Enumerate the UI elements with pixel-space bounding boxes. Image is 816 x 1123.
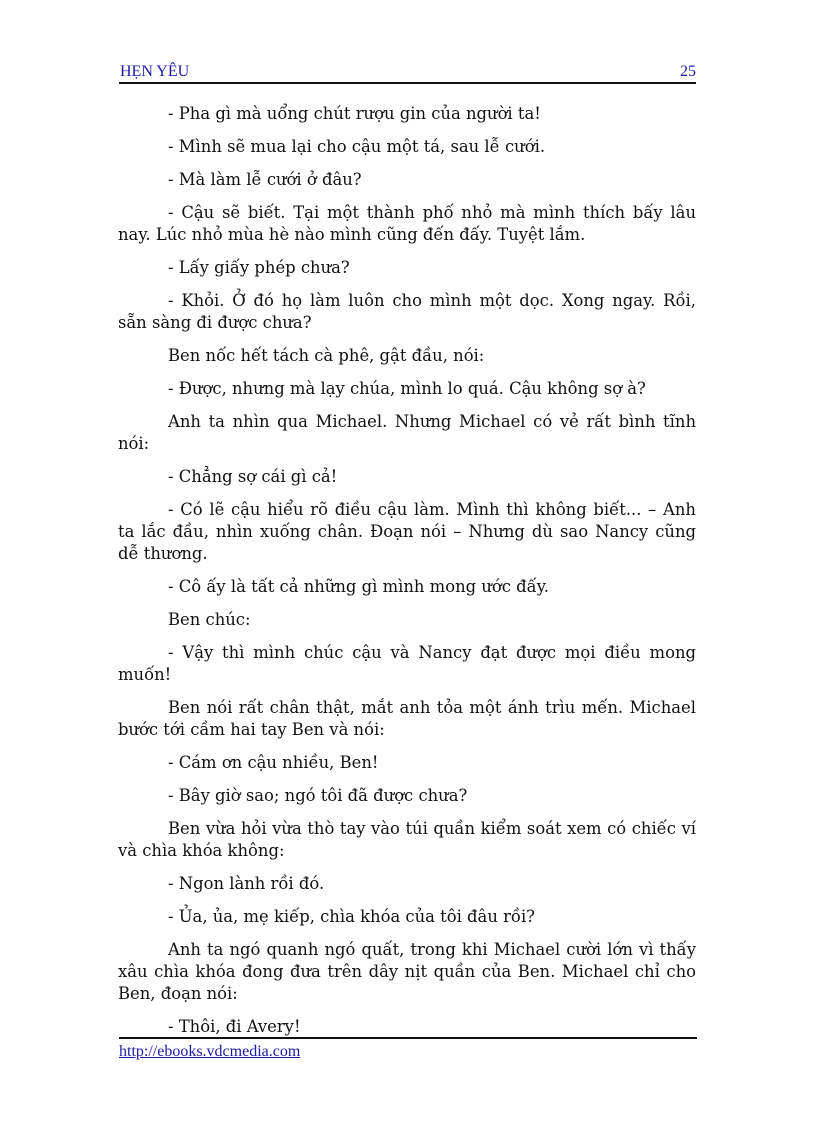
page-header [119,62,696,84]
footer-divider [119,1037,697,1039]
paragraph: Ben nói rất chân thật, mắt anh tỏa một ánh trìu mến. Michael bước tới cầm hai tay Ben và nói: [118,698,696,739]
paragraph: Ben nốc hết tách cà phê, gật đầu, nói: [168,346,485,365]
paragraph: - Ủa, ủa, mẹ kiếp, chìa khóa của tôi đâu rồi? [168,907,535,926]
paragraph: - Mình sẽ mua lại cho cậu một tá, sau lễ cưới. [168,137,546,156]
paragraph: - Khỏi. Ở đó họ làm luôn cho mình một dọc. Xong ngay. Rồi, sẵn sàng đi được chưa? [118,291,696,332]
paragraph: - Bây giờ sao; ngó tôi đã được chưa? [168,786,468,805]
page-number: 25 [680,63,696,80]
paragraph: Ben vừa hỏi vừa thò tay vào túi quần kiểm soát xem có chiếc ví và chìa khóa không: [118,819,696,860]
book-title: HẸN YÊU [120,63,190,80]
paragraph: - Pha gì mà uổng chút rượu gin của người ta! [168,104,541,123]
paragraph: - Mà làm lễ cưới ở đâu? [168,170,362,189]
footer-link[interactable]: http://ebooks.vdcmedia.com [119,1043,301,1060]
paragraph: - Được, nhưng mà lạy chúa, mình lo quá. Cậu không sợ à? [168,379,646,398]
paragraph: - Ngon lành rồi đó. [168,874,325,893]
paragraph: - Chẳng sợ cái gì cả! [168,467,338,486]
paragraph: Ben chúc: [168,610,251,629]
paragraph: - Vậy thì mình chúc cậu và Nancy đạt được mọi điều mong muốn! [118,643,696,684]
paragraph: - Thôi, đi Avery! [168,1017,301,1036]
paragraph: - Có lẽ cậu hiểu rõ điều cậu làm. Mình thì không biết... – Anh ta lắc đầu, nhìn xuống chân. Đoạn nói – Nhưng dù sao Nancy cũng dễ thương. [118,500,696,563]
paragraph: - Cô ấy là tất cả những gì mình mong ước đấy. [168,577,549,596]
paragraph: - Lấy giấy phép chưa? [168,258,350,277]
paragraph: - Cậu sẽ biết. Tại một thành phố nhỏ mà mình thích bấy lâu nay. Lúc nhỏ mùa hè nào mình cũng đến đấy. Tuyệt lắm. [118,203,696,244]
paragraph: Anh ta nhìn qua Michael. Nhưng Michael có vẻ rất bình tĩnh nói: [118,412,696,453]
paragraph: Anh ta ngó quanh ngó quất, trong khi Michael cười lớn vì thấy xâu chìa khóa đong đưa trên dây nịt quần của Ben. Michael chỉ cho Ben, đoạn nói: [118,940,696,1003]
body-text [118,103,696,1049]
paragraph: - Cám ơn cậu nhiều, Ben! [168,753,379,772]
